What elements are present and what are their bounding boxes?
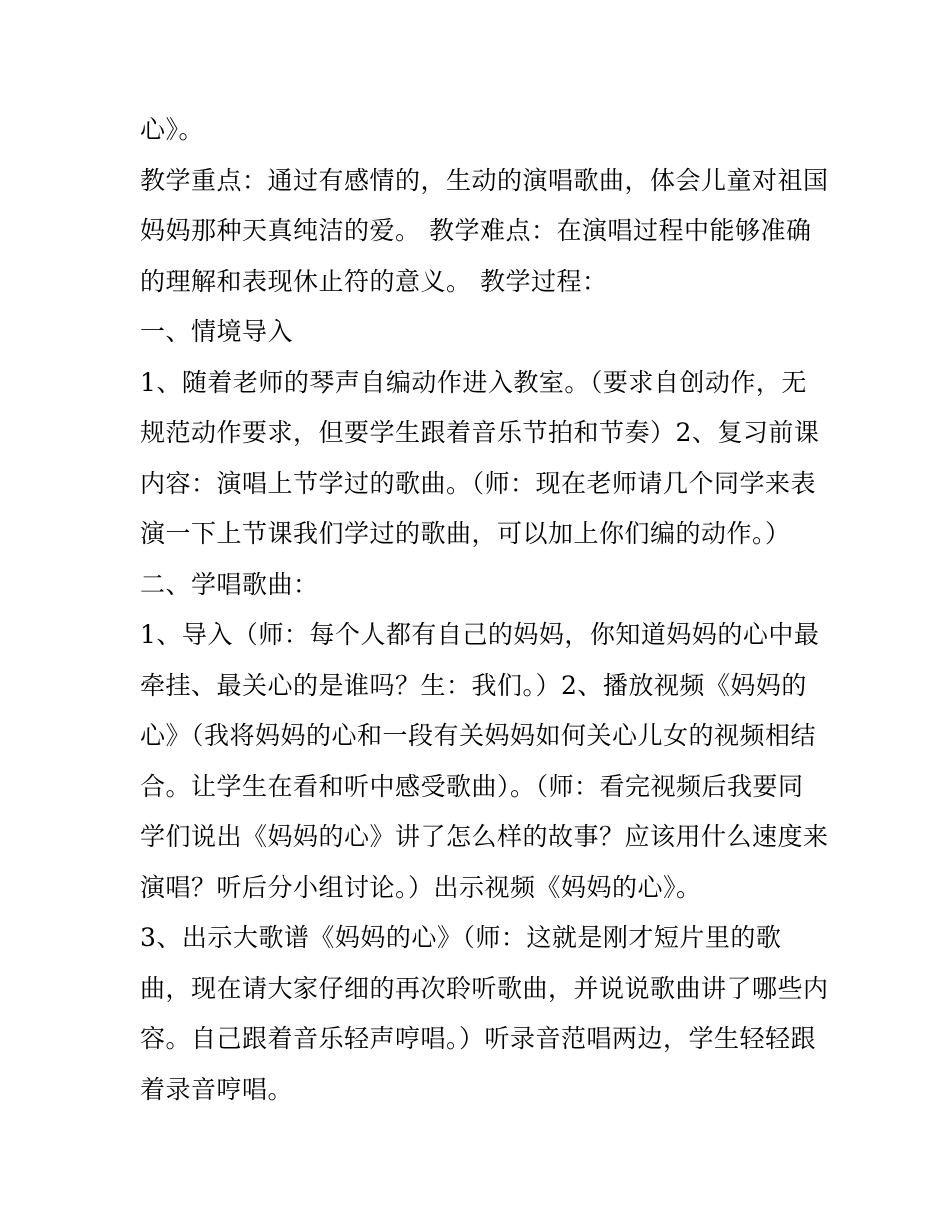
text-line: 心》（我将妈妈的心和一段有关妈妈如何关心儿女的视频相结: [140, 721, 817, 750]
text-line: 学们说出《妈妈的心》讲了怎么样的故事？应该用什么速度来: [140, 822, 829, 851]
text-line: 牵挂、最关心的是谁吗？生：我们。）2、播放视频《妈妈的: [140, 671, 807, 700]
text-line: 妈妈那种天真纯洁的爱。 教学难点：在演唱过程中能够准确: [140, 216, 812, 245]
text-line: 3、出示大歌谱《妈妈的心》（师：这就是刚才短片里的歌: [140, 923, 782, 952]
text-line: 1、导入（师：每个人都有自己的妈妈，你知道妈妈的心中最: [140, 620, 820, 649]
text-line: 规范动作要求，但要学生跟着音乐节拍和节奏）2、复习前课: [140, 418, 820, 447]
text-line: 内容：演唱上节学过的歌曲。（师：现在老师请几个同学来表: [140, 469, 817, 498]
text-line: 的理解和表现休止符的意义。 教学过程：: [140, 267, 608, 296]
text-line: 合。让学生在看和听中感受歌曲）。（师：看完视频后我要同: [140, 772, 804, 801]
text-line: 1、随着老师的琴声自编动作进入教室。（要求自创动作，无: [140, 368, 807, 397]
section-heading: 二、学唱歌曲：: [140, 570, 319, 599]
text-line: 演一下上节课我们学过的歌曲，可以加上你们编的动作。）: [140, 519, 791, 548]
text-line: 着录音哼唱。: [140, 1075, 294, 1104]
text-line: 教学重点：通过有感情的，生动的演唱歌曲，体会儿童对祖国: [140, 166, 829, 195]
text-line: 容。自己跟着音乐轻声哼唱。）听录音范唱两边，学生轻轻跟: [140, 1024, 817, 1053]
text-line: 心》。: [140, 115, 205, 144]
text-line: 曲，现在请大家仔细的再次聆听歌曲，并说说歌曲讲了哪些内: [140, 974, 829, 1003]
section-heading: 一、情境导入: [140, 317, 294, 346]
text-line: 演唱？听后分小组讨论。）出示视频《妈妈的心》。: [140, 873, 702, 902]
